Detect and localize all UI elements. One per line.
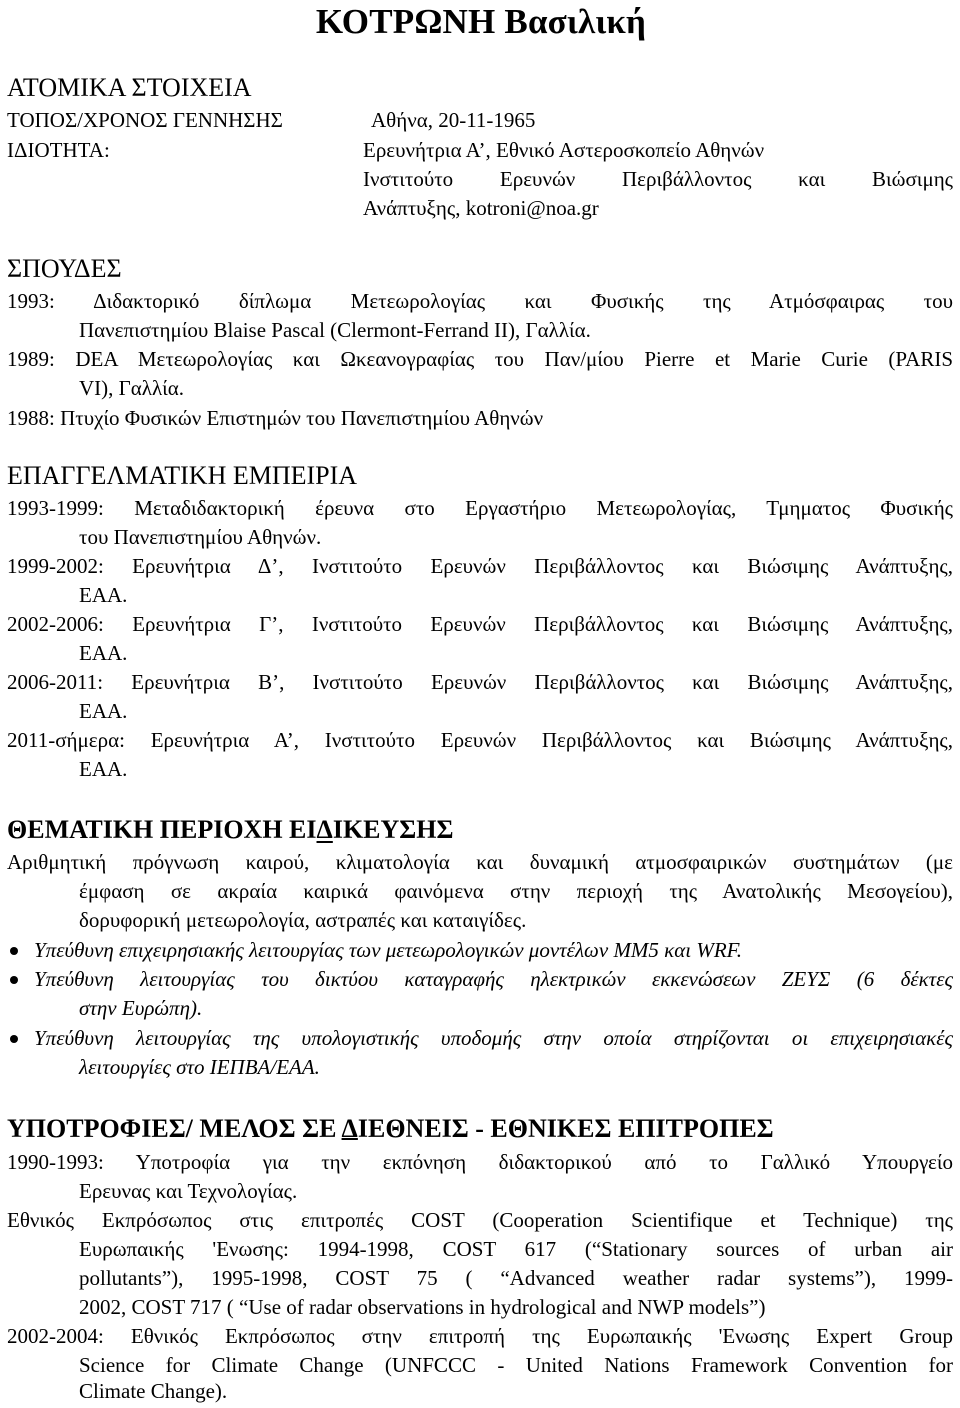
committee-item-1-line-1: 1990-1993: Υποτροφία για την εκπόνηση διδακτορικού από το Γαλλικό Υπουργείο — [7, 1150, 953, 1174]
specialization-line-1: Αριθμητική πρόγνωση καιρού, κλιματολογία και δυναμική ατμοσφαιρικών συστημάτων (με — [7, 850, 953, 874]
experience-item-4-line-2: ΕΑΑ. — [79, 699, 128, 723]
bullet-item-3-line-2: λειτουργίες στο ΙΕΠΒΑ/ΕΑΑ. — [79, 1055, 320, 1079]
personal-heading: ΑΤΟΜΙΚΑ ΣΤΟΙΧΕΙΑ — [7, 73, 252, 102]
bullet-item-3-line-1: Υπεύθυνη λειτουργίας της υπολογιστικής υποδομής στην οποία στηρίζονται οι επιχειρησιακές — [34, 1026, 953, 1050]
study-item-1-line-2: Πανεπιστημίου Blaise Pascal (Clermont-Ferrand II), Γαλλία. — [79, 318, 591, 342]
experience-item-3-line-1: 2002-2006: Ερευνήτρια Γ’, Ινστιτούτο Ερευνών Περιβάλλοντος και Βιώσιμης Ανάπτυξης, — [7, 612, 953, 636]
committee-item-3-line-3: Climate Change). — [79, 1379, 228, 1403]
role-line-3: Ανάπτυξης, kotroni@noa.gr — [363, 196, 599, 220]
birth-label: ΤΟΠΟΣ/ΧΡΟΝΟΣ ΓΕΝΝΗΣΗΣ — [7, 108, 283, 132]
committees-heading — [7, 1114, 774, 1144]
committee-item-3-line-2: Science for Climate Change (UNFCCC - United Nations Framework Convention for — [79, 1353, 953, 1377]
birth-value: Αθήνα, 20-11-1965 — [371, 108, 536, 132]
bullet-item-2-line-2: στην Ευρώπη). — [79, 996, 203, 1020]
role-line-2: Ινστιτούτο Ερευνών Περιβάλλοντος και Βιώσιμης — [363, 167, 953, 191]
experience-item-1-line-1: 1993-1999: Μεταδιδακτορική έρευνα στο Εργαστήριο Μετεωρολογίας, Τμηματος Φυσικής — [7, 496, 953, 520]
studies-heading: ΣΠΟΥΔΕΣ — [7, 254, 122, 283]
committee-item-3-line-1: 2002-2004: Εθνικός Εκπρόσωπος στην επιτροπή της Ευρωπαικής 'Ενωσης Expert Group — [7, 1324, 953, 1348]
committees-heading-text: ΥΠΟΤΡΟΦΙΕΣ/ ΜΕΛΟΣ ΣΕ ΔΙΕΘΝΕΙΣ - ΕΘΝΙΚΕΣ ΕΠΙΤΡΟΠΕΣ — [7, 1114, 774, 1143]
specialization-heading: ΘΕΜΑΤΙΚΗ ΠΕΡΙΟΧΗ ΕΙΔΙΚΕΥΣΗΣ — [7, 815, 454, 844]
bullet-item-2-line-1: Υπεύθυνη λειτουργίας του δικτύου καταγραφής ηλεκτρικών εκκενώσεων ΖΕΥΣ (6 δέκτες — [34, 967, 953, 991]
specialization-line-3: δορυφορική μετεωρολογία, αστραπές και καταιγίδες. — [79, 908, 527, 932]
document-title: ΚΟΤΡΩΝΗ Βασιλική — [315, 2, 647, 41]
role-line-1: Ερευνήτρια Α’, Εθνικό Αστεροσκοπείο Αθηνών — [363, 138, 765, 162]
experience-item-1-line-2: του Πανεπιστημίου Αθηνών. — [79, 525, 322, 549]
experience-item-2-line-2: ΕΑΑ. — [79, 583, 128, 607]
bullet-dot-1 — [10, 947, 18, 955]
committee-item-2-line-1: Εθνικός Εκπρόσωπος στις επιτροπές COST (Cooperation Scientifique et Technique) της — [7, 1208, 953, 1232]
committee-item-1-line-2: Ερευνας και Τεχνολογίας. — [79, 1179, 298, 1203]
role-label: ΙΔΙΟΤΗΤΑ: — [7, 138, 110, 162]
experience-item-5-line-2: ΕΑΑ. — [79, 757, 128, 781]
experience-item-3-line-2: ΕΑΑ. — [79, 641, 128, 665]
committee-item-2-line-2: Ευρωπαικής 'Ενωσης: 1994-1998, COST 617 (“Stationary sources of urban air — [79, 1237, 953, 1261]
experience-heading: ΕΠΑΓΓΕΛΜΑΤΙΚΗ ΕΜΠΕΙΡΙΑ — [7, 461, 358, 490]
study-item-1-line-1: 1993: Διδακτορικό δίπλωμα Μετεωρολογίας και Φυσικής της Ατμόσφαιρας του — [7, 289, 953, 313]
study-item-2-line-1: 1989: DEA Μετεωρολογίας και Ωκεανογραφίας του Παν/μίου Pierre et Marie Curie (PARIS — [7, 347, 953, 371]
committee-item-2-line-3: pollutants”), 1995-1998, COST 75 ( “Advanced weather radar systems”), 1999- — [79, 1266, 953, 1290]
experience-item-4-line-1: 2006-2011: Ερευνήτρια Β’, Ινστιτούτο Ερευνών Περιβάλλοντος και Βιώσιμης Ανάπτυξης, — [7, 670, 953, 694]
study-item-2-line-2: VI), Γαλλία. — [79, 376, 185, 400]
study-item-3-line-1: 1988: Πτυχίο Φυσικών Επιστημών του Πανεπιστημίου Αθηνών — [7, 406, 544, 430]
committee-item-2-line-4: 2002, COST 717 ( “Use of radar observations in hydrological and NWP models”) — [79, 1295, 766, 1319]
bullet-item-1-line-1: Υπεύθυνη επιχειρησιακής λειτουργίας των μετεωρολογικών μοντέλων ΜΜ5 και WRF. — [34, 938, 743, 962]
bullet-dot-2 — [10, 976, 18, 984]
experience-item-5-line-1: 2011-σήμερα: Ερευνήτρια Α’, Ινστιτούτο Ερευνών Περιβάλλοντος και Βιώσιμης Ανάπτυξης, — [7, 728, 953, 752]
bullet-dot-3 — [10, 1035, 18, 1043]
specialization-line-2: έμφαση σε ακραία καιρικά φαινόμενα στην περιοχή της Ανατολικής Μεσογείου), — [79, 879, 953, 903]
experience-item-2-line-1: 1999-2002: Ερευνήτρια Δ’, Ινστιτούτο Ερευνών Περιβάλλοντος και Βιώσιμης Ανάπτυξης, — [7, 554, 953, 578]
